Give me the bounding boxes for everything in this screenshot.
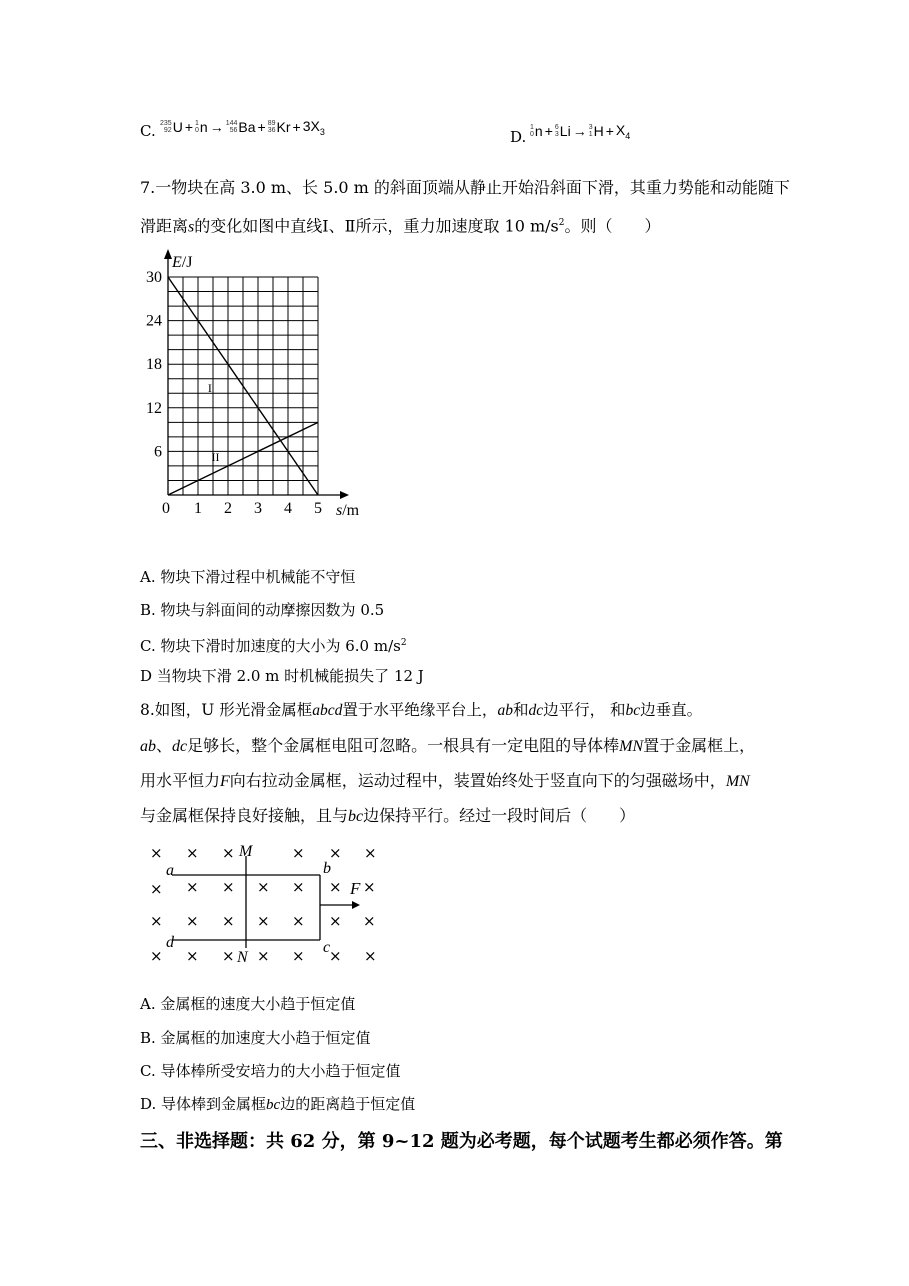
field-cross: ×: [329, 947, 342, 965]
field-cross: ×: [186, 844, 199, 862]
label-n: N: [237, 949, 248, 966]
field-cross: ×: [186, 878, 199, 896]
chart-labels: [146, 254, 360, 519]
field-cross: ×: [292, 844, 305, 862]
field-cross: ×: [222, 844, 235, 862]
section-three-heading: 三、非选择题：共 62 分，第 9~12 题为必考题，每个试题考生都必须作答。第: [140, 1131, 783, 1152]
q7-option-d[interactable]: D 当物块下滑 2.0 m 时机械能损失了 12 J: [140, 667, 424, 685]
field-cross: ×: [292, 878, 305, 896]
label-c: c: [323, 939, 331, 956]
field-cross: ×: [292, 947, 305, 965]
field-cross: ×: [363, 878, 376, 896]
q8-option-a[interactable]: A. 金属框的速度大小趋于恒定值: [140, 995, 356, 1013]
x-tick-label: 5: [314, 500, 322, 517]
x-axis-arrowhead: [340, 491, 349, 499]
field-cross: ×: [363, 912, 376, 930]
q7-stem-line1: 7.一物块在高 3.0 m、长 5.0 m 的斜面顶端从静止开始沿斜面下滑，其重力势能和动能随下: [140, 178, 790, 197]
option-d-equation: 1 0 n + 6 3 Li → 3 1 H + $X_4$: [530, 122, 631, 141]
series-label-ii: II: [211, 449, 220, 464]
x-tick-label: 0: [162, 500, 170, 517]
label-b: b: [323, 860, 331, 877]
y-axis-arrowhead: [164, 249, 172, 259]
q8-stem-line1: 8.如图，U 形光滑金属框abcd置于水平绝缘平台上，ab和dc边平行， 和bc边垂直。: [140, 701, 703, 719]
q8-stem-line3: 用水平恒力F向右拉动金属框，运动过程中，装置始终处于竖直向下的匀强磁场中，MN: [140, 771, 750, 790]
q8-option-b[interactable]: B. 金属框的加速度大小趋于恒定值: [140, 1029, 371, 1047]
x-tick-label: 1: [194, 500, 202, 517]
q8-option-d[interactable]: D. 导体棒到金属框bc边的距离趋于恒定值: [140, 1095, 416, 1113]
field-cross: ×: [257, 947, 270, 965]
field-cross: ×: [364, 947, 377, 965]
energy-distance-chart: [140, 245, 370, 525]
field-cross: ×: [150, 947, 163, 965]
label-d: d: [166, 934, 174, 951]
y-tick-label: 6: [154, 443, 162, 461]
q7-option-a[interactable]: A. 物块下滑过程中机械能不守恒: [140, 568, 356, 586]
y-axis-title: E/J: [172, 254, 193, 271]
x-tick-label: 4: [284, 500, 292, 517]
y-tick-label: 30: [146, 269, 162, 286]
field-cross: ×: [186, 947, 199, 965]
field-cross: ×: [257, 912, 270, 930]
field-cross: ×: [329, 912, 342, 930]
chart-axes: [164, 249, 349, 499]
option-d-label: D.: [510, 128, 527, 146]
label-m: M: [239, 843, 253, 860]
x-axis-title: s/m: [336, 502, 360, 519]
force-arrowhead: [352, 901, 360, 909]
field-cross: ×: [292, 912, 305, 930]
label-a: a: [166, 862, 174, 879]
option-c-equation: 235 92 U + 1 0 n → 144 56 Ba + 89 36 Kr + $3X_3$: [160, 118, 325, 137]
field-cross: ×: [222, 912, 235, 930]
field-cross: ×: [364, 844, 377, 862]
y-tick-label: 18: [146, 356, 162, 374]
y-tick-label: 12: [146, 399, 162, 417]
field-cross: ×: [257, 878, 270, 896]
field-cross: ×: [222, 878, 235, 896]
x-tick-label: 3: [254, 500, 262, 517]
q8-stem-line4: 与金属框保持良好接触，且与bc边保持平行。经过一段时间后（ ）: [140, 806, 636, 825]
magnetic-frame-figure: [140, 838, 390, 968]
series-label-i: I: [207, 380, 212, 395]
field-cross: ×: [150, 844, 163, 862]
q7-stem-line2: 滑距离s的变化如图中直线Ⅰ、Ⅱ所示，重力加速度取 10 $m/s^2$。则（ ）: [140, 216, 661, 236]
q7-option-c[interactable]: C. 物块下滑时加速度的大小为 6.0 $m/s^2$: [140, 637, 407, 655]
field-cross: ×: [222, 947, 235, 965]
x-tick-label: 2: [224, 500, 232, 517]
option-c-label: C.: [140, 122, 156, 140]
q8-option-c[interactable]: C. 导体棒所受安培力的大小趋于恒定值: [140, 1062, 401, 1080]
q7-option-b[interactable]: B. 物块与斜面间的动摩擦因数为 0.5: [140, 601, 385, 619]
field-cross: ×: [150, 912, 163, 930]
y-tick-label: 24: [146, 312, 162, 330]
label-f: F: [350, 879, 361, 898]
field-cross: ×: [329, 844, 342, 862]
field-cross: ×: [186, 912, 199, 930]
q8-stem-line2: ab、dc足够长，整个金属框电阻可忽略。一根具有一定电阻的导体棒MN置于金属框上，: [140, 736, 756, 755]
field-cross: ×: [150, 880, 163, 898]
field-cross: ×: [329, 878, 342, 896]
